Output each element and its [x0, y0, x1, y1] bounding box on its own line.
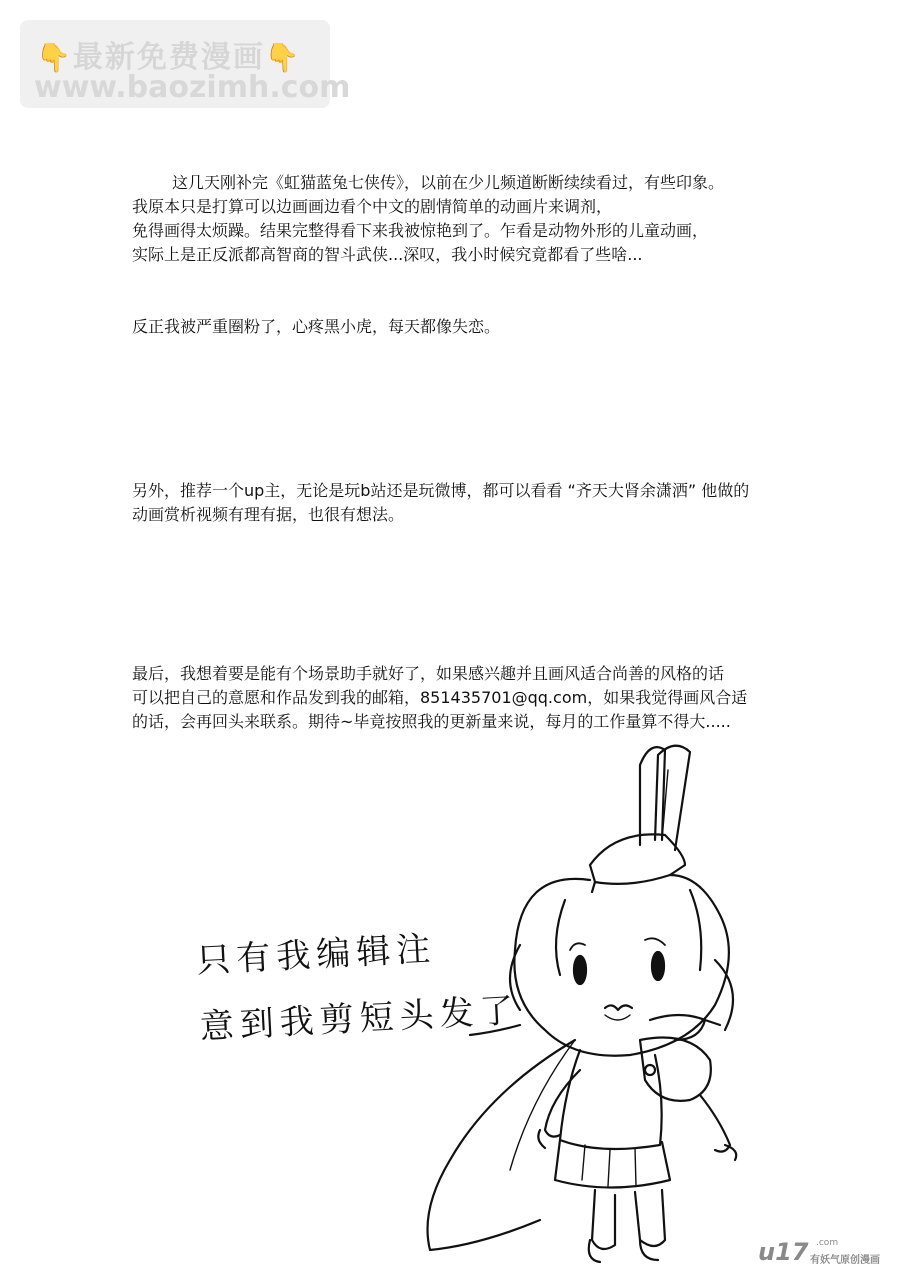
mouth	[605, 1005, 632, 1010]
handwritten-line: 意到我剪短头发了	[198, 990, 521, 1048]
watermark-url: www.baozimh.com	[34, 70, 351, 105]
text-line: 的话，会再回头来联系。期待~毕竟按照我的更新量来说，每月的工作量算不得大.....	[132, 712, 731, 731]
right-leg	[635, 1190, 665, 1246]
pointing-down-hand-icon: 👇	[36, 41, 73, 74]
chibi-character-illustration	[400, 740, 800, 1270]
text-line: 另外，推荐一个up主，无论是玩b站还是玩微博，都可以看看 “齐天大肾余潇洒” 他做的	[132, 481, 750, 500]
handwritten-line: 只有我编辑注	[195, 928, 438, 982]
torso	[560, 1050, 662, 1149]
shoulder-armor	[640, 1038, 711, 1101]
text-line: 动画赏析视频有理有据，也很有想法。	[132, 505, 405, 524]
u17-logo	[758, 1238, 888, 1268]
logo-main: u17	[758, 1238, 809, 1266]
paragraph-fan	[132, 315, 822, 339]
text-line: 可以把自己的意愿和作品发到我的邮箱，851435701@qq.com，如果我觉得画风合适	[132, 688, 748, 707]
hat	[590, 834, 685, 884]
paragraph-intro	[132, 171, 822, 267]
left-eye	[574, 956, 586, 984]
pointing-down-hand-icon: 👇	[264, 41, 302, 74]
watermark-title-text: 最新免费漫画	[72, 40, 265, 75]
left-leg	[592, 1190, 615, 1249]
text-line: 我原本只是打算可以边画画边看个中文的剧情简单的动画片来调剂，	[132, 197, 613, 216]
paragraph-assistant	[132, 662, 822, 734]
logo-subtitle: 有妖气原创漫画	[810, 1255, 880, 1266]
text-line: 最后，我想着要是能有个场景助手就好了，如果感兴趣并且画风适合尚善的风格的话	[132, 664, 725, 683]
head	[514, 875, 729, 1056]
text-line: 实际上是正反派都高智商的智斗武侠...深叹，我小时候究竟都看了些啥...	[132, 245, 643, 264]
logo-domain: .com	[816, 1238, 839, 1248]
right-eye	[652, 952, 664, 980]
hat-plume	[640, 747, 665, 845]
text-line: 免得画得太烦躁。结果完整得看下来我被惊艳到了。乍看是动物外形的儿童动画，	[132, 221, 709, 240]
paragraph-recommend	[132, 479, 822, 527]
text-line: 这几天刚补完《虹猫蓝兔七侠传》，以前在少儿频道断断续续看过，有些印象。	[172, 173, 725, 192]
watermark-banner	[20, 20, 351, 108]
speech-tail	[470, 1025, 520, 1035]
text-line: 反正我被严重圈粉了，心疼黑小虎，每天都像失恋。	[132, 317, 501, 336]
